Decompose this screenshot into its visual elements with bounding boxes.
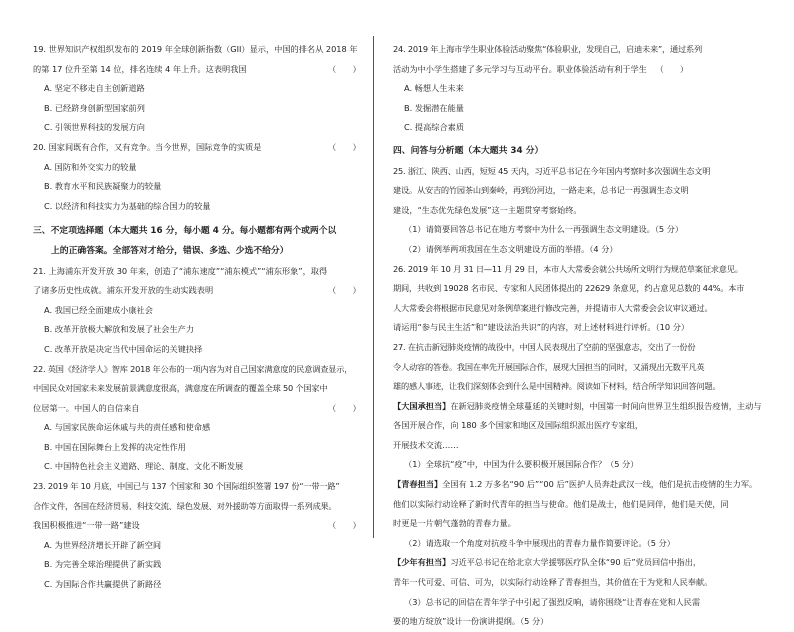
right-column: [393, 40, 762, 632]
q24-option-a: A. 畅想人生未来: [404, 83, 464, 94]
q24-line2: 活动为中小学生搭建了多元学习与互动平台。职业体验活动有利于学生: [393, 63, 647, 74]
q27-material2-line1: 全国有 1.2 万多名“90 后”“00 后”医护人员奔赴武汉一线，他们是抗击疫情的生力军。: [442, 479, 758, 490]
q20-option-c: C. 以经济和科技实力为基础的综合国力的较量: [44, 200, 211, 211]
q22-line2: 中国民众对国家未来发展前景满意度很高，满意度在所调查的覆盖全球 50 个国家中: [33, 383, 328, 394]
question-22: [33, 360, 361, 478]
q27-material2-label: 【青春担当】: [393, 479, 443, 490]
q23-line3-row: [33, 516, 361, 536]
q25-sub1: （1）请简要回答总书记在地方考察中为什么一再强调生态文明建设。（5 分）: [404, 224, 684, 235]
q21-option-a: A. 我国已经全面建成小康社会: [44, 304, 153, 315]
q23-line2: 合作文件，各国在经济贸易、科技交流、绿色发展、对外援助等方面取得一系列成果。: [33, 500, 337, 511]
q19-line1: 19. 世界知识产权组织发布的 2019 年全球创新指数（GII）显示，中国的排名从 2018 年: [33, 44, 358, 54]
q27-material2-line2: 他们以实际行动诠释了新时代青年的担当与使命。他们是战士，他们是同伴，他们是天使，同: [393, 498, 729, 509]
q19-line2-row: [33, 60, 361, 80]
q20-line1-row: [33, 138, 361, 158]
section-3-line2: 上的正确答案。全部答对才给分，错误、多选、少选不给分）: [51, 245, 289, 256]
q27-sub3-line2: 要的地方绽放”设计一份演讲提纲。（5 分）: [393, 616, 549, 627]
q27-line3: 雄的感人事迹，让我们深刻体会到什么是中国精神。阅读如下材料，结合所学知识回答问题。: [393, 381, 721, 392]
question-19: [33, 40, 361, 138]
q19-option-b: B. 已经跻身创新型国家前列: [44, 102, 145, 113]
q26-line3: 人大常委会将根据市民意见对条例草案进行修改完善，并提请市人大常委会会议审议通过。: [393, 302, 713, 313]
q20-answer-bracket: （ ）: [328, 141, 361, 152]
q27-sub2: （2）请选取一个角度对抗疫斗争中展现出的青春力量作简要评论。（5 分）: [404, 537, 675, 548]
q22-option-b: B. 中国在国际舞台上发挥的决定性作用: [44, 441, 186, 452]
question-25: [393, 162, 735, 260]
q27-sub3-line1: （3）总书记的回信在青年学子中引起了强烈反响，请你围绕“让青春在党和人民需: [404, 596, 701, 607]
q27-material1-row: [393, 397, 762, 417]
q21-line2: 了诸多历史性成就。浦东开发开放的生动实践表明: [33, 285, 214, 296]
q21-line2-row: [33, 281, 361, 301]
q27-material2-line3: 时更是一片朝气蓬勃的青春力量。: [393, 518, 516, 529]
q23-line3: 我国积极推进“一带一路”建设: [33, 520, 140, 531]
q27-sub1: （1）全球抗“疫”中，中国为什么要积极开展国际合作？（5 分）: [404, 459, 639, 470]
q22-answer-bracket: （ ）: [328, 402, 361, 413]
q21-option-b: B. 改革开放极大解放和发展了社会生产力: [44, 324, 195, 335]
question-27: [393, 338, 762, 632]
column-divider: [373, 36, 374, 538]
q22-line3: 位居第一。中国人的自信来自: [33, 402, 140, 413]
q23-option-b: B. 为完善全球治理提供了新实践: [44, 559, 162, 570]
question-24: [393, 40, 735, 138]
section-3-line1: 三、不定项选择题（本大题共 16 分，每小题 4 分。每小题都有两个或两个以: [33, 226, 337, 237]
q19-option-c: C. 引领世界科技的发展方向: [44, 122, 145, 133]
q22-line1: 22. 英国《经济学人》智库 2018 年公布的一项内容为对自己国家满意度的民意调查显示，: [33, 363, 353, 374]
q23-line1: 23. 2019 年 10 月底，中国已与 137 个国家和 30 个国际组织签署 197 份“一带一路”: [33, 481, 340, 492]
q27-material1-line2: 各国开展合作，向 180 多个国家和地区及国际组织派出医疗专家组，: [393, 420, 644, 431]
q24-line1: 24. 2019 年上海市学生职业体验活动聚焦“体验职业，发现自己，启迪未来”，通过系列: [393, 44, 702, 54]
q27-line1: 27. 在抗击新冠肺炎疫情的战役中，中国人民表现出了空前的坚强意志，交出了一份份: [393, 341, 696, 352]
question-21: [33, 262, 361, 360]
q24-option-b: B. 发掘潜在能量: [404, 102, 464, 113]
q26-line2: 期间，共收到 19028 名市民、专家和人民团体提出的 22629 条意见，约占意见总数的 44%。本市: [393, 283, 745, 294]
q21-option-c: C. 改革开放是决定当代中国命运的关键抉择: [44, 343, 203, 354]
q22-option-a: A. 与国家民族命运休戚与共的责任感和使命感: [44, 422, 211, 433]
q26-line1: 26. 2019 年 10 月 31 日—11 月 29 日，本市人大常委会就公共场所文明行为规范草案征求意见。: [393, 263, 743, 274]
q19-option-a: A. 坚定不移走自主创新道路: [44, 83, 145, 94]
section-3-heading: [33, 222, 358, 261]
q25-sub2: （2）请例举两项我国在生态文明建设方面的举措。（4 分）: [404, 243, 618, 254]
q21-line1: 21. 上海浦东开发开放 30 年来，创造了“浦东速度”“浦东模式”“浦东形象”，取得: [33, 265, 328, 276]
question-23: [33, 477, 361, 595]
q19-answer-bracket: （ ）: [328, 63, 361, 74]
q23-option-c: C. 为国际合作共赢提供了新路径: [44, 579, 162, 590]
q27-material1-label: 【大国承担当】: [393, 400, 451, 411]
q27-material3-row: [393, 553, 735, 573]
q27-material2-row: [393, 475, 758, 495]
q24-option-c: C. 提高综合素质: [404, 122, 465, 133]
q20-option-b: B. 教育水平和民族凝聚力的较量: [44, 181, 162, 192]
question-26: [393, 260, 745, 338]
q20-option-a: A. 国防和外交实力的较量: [44, 161, 137, 172]
q25-line3: 建设，“生态优先绿色发展”这一主题贯穿考察始终。: [393, 204, 582, 215]
q23-option-a: A. 为世界经济增长开辟了新空间: [44, 539, 162, 550]
q23-answer-bracket: （ ）: [328, 520, 361, 531]
q21-answer-bracket: （ ）: [328, 285, 361, 296]
q24-line2-row: [393, 60, 735, 80]
q27-line2: 令人动容的答卷。我国在率先开展国际合作，展现大国担当的同时，又涌现出无数平凡英: [393, 361, 705, 372]
q24-answer-bracket: （ ）: [655, 63, 689, 74]
left-column: [33, 40, 361, 595]
q27-material3-line2: 青年一代可爱、可信、可为，以实际行动诠释了青春担当，其价值在于为党和人民奉献。: [393, 577, 713, 588]
q19-line2: 的第 17 位升至第 14 位，排名连续 4 年上升。这表明我国: [33, 63, 247, 74]
q20-line1: 20. 国家间既有合作，又有竞争。当今世界，国际竞争的实质是: [33, 141, 262, 152]
section-4-heading: 四、问答与分析题（本大题共 34 分）: [393, 145, 544, 156]
q25-line1: 25. 浙江、陕西、山西，短短 45 天内，习近平总书记在今年国内考察时多次强调生态文明: [393, 165, 711, 176]
q27-material3-label: 【少年有担当】: [393, 557, 451, 568]
q22-option-c: C. 中国特色社会主义道路、理论、制度、文化不断发展: [44, 461, 244, 472]
q22-line3-row: [33, 399, 361, 419]
q27-material1-line1: 在新冠肺炎疫情全球蔓延的关键时刻，中国第一时间向世界卫生组织报告疫情，主动与: [450, 400, 762, 411]
q27-material1-tail: 开展技术交流……: [393, 439, 459, 450]
q27-material3-line1: 习近平总书记在给北京大学援鄂医疗队全体“90 后”党员回信中指出，: [450, 557, 702, 568]
q26-line4: 请运用“参与民主生活”和“建设法治共识”的内容，对上述材料进行评析。（10 分）: [393, 322, 690, 333]
question-20: [33, 138, 361, 216]
q25-line2: 建设。从安吉的竹园茶山到秦岭，再到汾河边，一路走来，总书记一再强调生态文明: [393, 185, 689, 196]
